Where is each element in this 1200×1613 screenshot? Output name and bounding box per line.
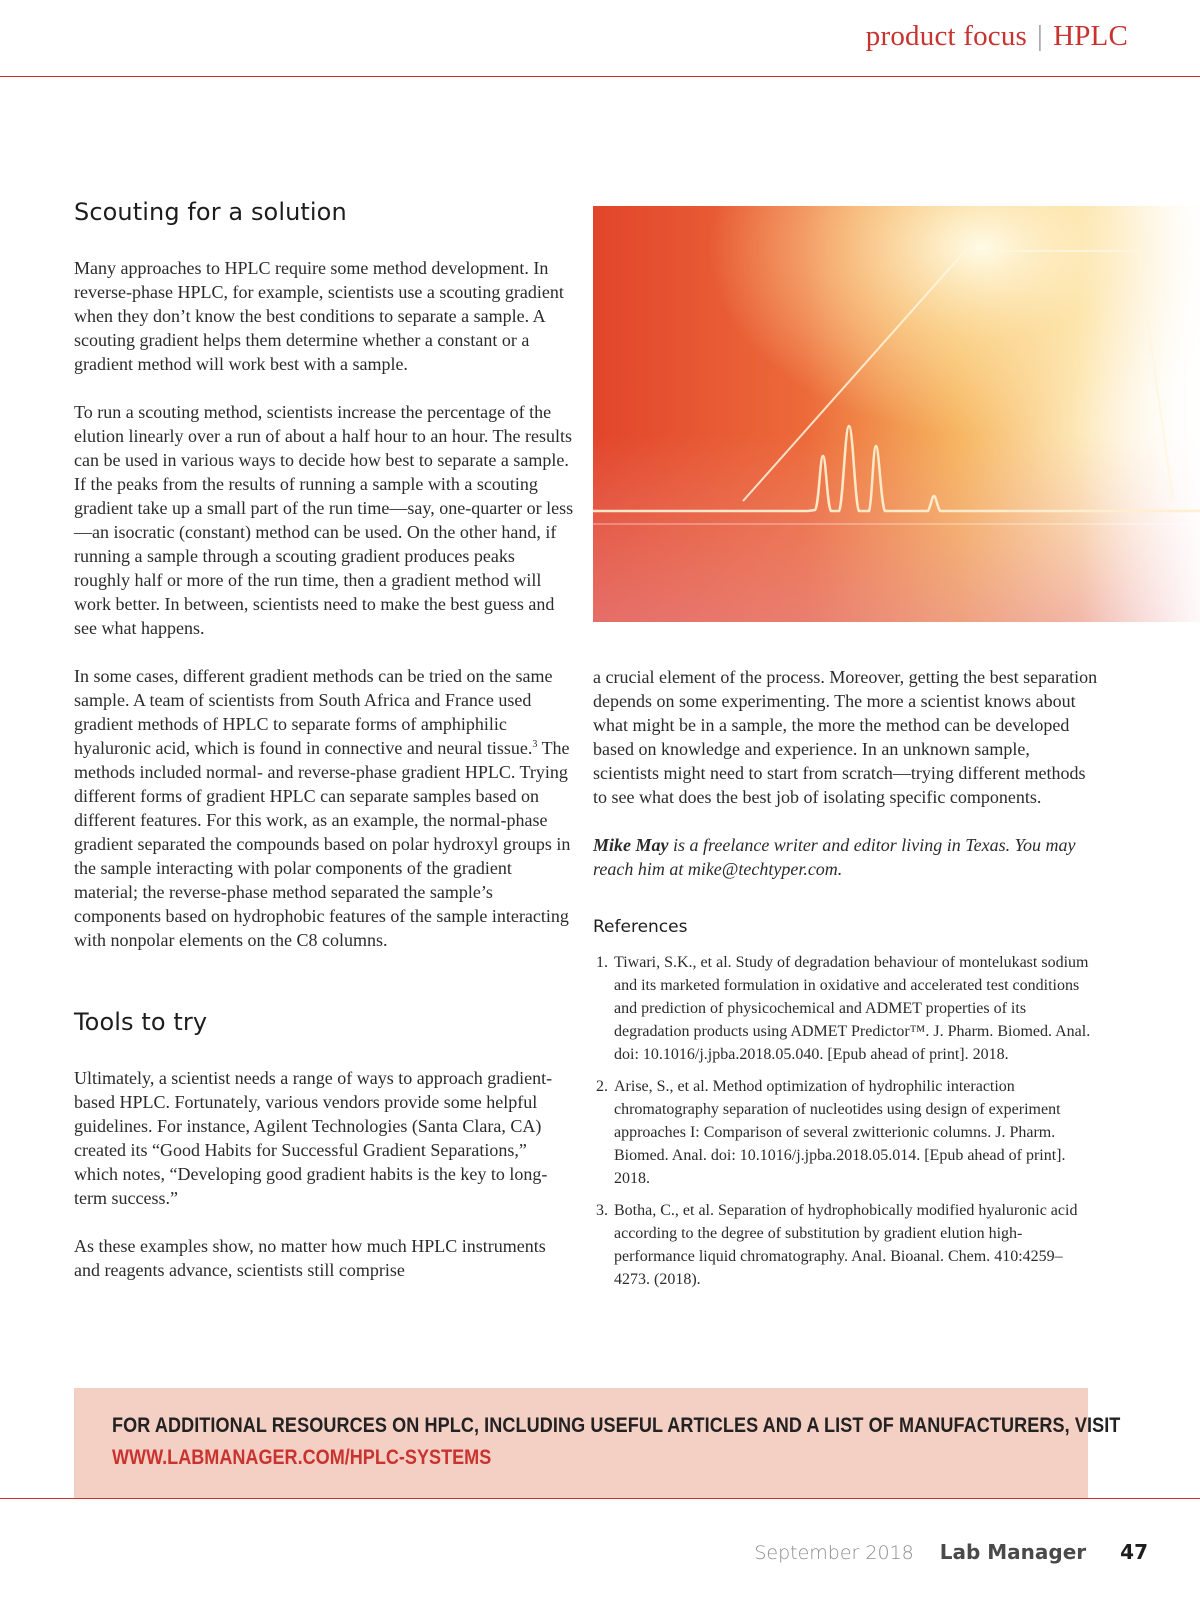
references-heading: References <box>593 917 688 937</box>
reference-item: 1. Tiwari, S.K., et al. Study of degradation behaviour of montelukast sodium and its marketed formulation in oxidative and accelerated test conditions and prediction of physicochemical and ADMET properties of its degradation products using ADMET Predictor™. J. Pharm. Biomed. Anal. doi: 10.1016/j.jpba.2018.05.040. [Epub ahead of print]. 2018. <box>612 951 1098 1066</box>
magazine-name: Lab Manager <box>939 1540 1087 1564</box>
author-bio <box>593 833 1098 881</box>
callout-text: FOR ADDITIONAL RESOURCES ON HPLC, INCLUDING USEFUL ARTICLES AND A LIST OF MANUFACTURERS, VISIT <box>112 1414 1121 1437</box>
citation-mark: 3 <box>532 739 538 750</box>
author-name: Mike May <box>593 835 669 855</box>
page-number: 47 <box>1120 1540 1148 1564</box>
section-label <box>866 20 1128 53</box>
paragraph: a crucial element of the process. Moreover, getting the best separation depends on some experimenting. The more a scientist knows about what might be in a sample, the more the method can be developed based on knowledge and experience. In an unknown sample, scientists might need to start from scratch—trying different methods to see what does the best job of isolating specific components. <box>593 667 1098 807</box>
section-name: product focus <box>865 20 1028 52</box>
footer-divider <box>0 1498 1200 1499</box>
section-heading-scouting: Scouting for a solution <box>74 198 347 226</box>
left-column <box>74 198 574 1306</box>
references-list <box>593 951 1098 1291</box>
right-column <box>593 665 1098 1300</box>
section-heading-tools: Tools to try <box>74 1008 208 1036</box>
header-separator: | <box>1037 20 1044 52</box>
page-footer <box>754 1540 1148 1570</box>
paragraph: As these examples show, no matter how much HPLC instruments and reagents advance, scientists still comprise <box>74 1236 546 1280</box>
hplc-chromatogram-illustration <box>593 206 1200 622</box>
paragraph: Many approaches to HPLC require some method development. In reverse-phase HPLC, for example, scientists use a scouting gradient when they don’t know the best conditions to separate a sample. A scouting gradient helps them determine whether a constant or a gradient method will work best with a sample. <box>74 258 564 374</box>
paragraph-text: In some cases, different gradient methods can be tried on the same sample. A team of scientists from South Africa and France used gradient methods of HPLC to separate forms of amphiphilic hyaluronic acid, which is found in connective and neural tissue. <box>74 666 553 758</box>
issue-date: September 2018 <box>754 1542 914 1564</box>
resources-callout <box>74 1388 1121 1498</box>
author-bio-text: is a freelance writer and editor living in Texas. You may reach him at mike@techtyper.com. <box>593 835 1076 879</box>
paragraph-text: The methods included normal- and reverse-phase gradient HPLC. Trying different forms of gradient HPLC can separate samples based on different features. For this work, as an example, the normal-phase gradient separated the compounds based on polar hydroxyl groups in the sample interacting with polar components of the gradient material; the reverse-phase method separated the sample’s components based on hydrophobic features of the sample interacting with nonpolar elements on the C8 columns. <box>74 738 571 950</box>
paragraph: Ultimately, a scientist needs a range of ways to approach gradient-based HPLC. Fortunately, various vendors provide some helpful guidelines. For instance, Agilent Technologies (Santa Clara, CA) created its “Good Habits for Successful Gradient Separations,” which notes, “Developing good gradient habits is the key to long-term success.” <box>74 1068 553 1208</box>
paragraph <box>74 664 574 952</box>
labmanager-link[interactable]: WWW.LABMANAGER.COM/HPLC-SYSTEMS <box>112 1446 492 1469</box>
page-header <box>0 0 1200 77</box>
section-topic: HPLC <box>1053 20 1128 52</box>
paragraph: To run a scouting method, scientists increase the percentage of the elution linearly over a run of about a half hour to an hour. The results can be used in various ways to decide how best to separate a sample. If the peaks from the results of running a sample with a scouting gradient take up a small part of the run time—say, one-quarter or less—an isocratic (constant) method can be used. On the other hand, if running a sample through a scouting gradient produces peaks roughly half or more of the run time, then a gradient method will work better. In between, scientists need to make the best guess and see what happens. <box>74 402 574 638</box>
reference-item: 2. Arise, S., et al. Method optimization of hydrophilic interaction chromatography separation of nucleotides using design of experiment approaches I: Comparison of several zwitterionic columns. J. Pharm. Biomed. Anal. doi: 10.1016/j.jpba.2018.05.014. [Epub ahead of print]. 2018. <box>612 1075 1098 1190</box>
reference-item: 3. Botha, C., et al. Separation of hydrophobically modified hyaluronic acid according to the degree of substitution by gradient elution high-performance liquid chromatography. Anal. Bioanal. Chem. 410:4259–4273. (2018). <box>612 1199 1098 1291</box>
